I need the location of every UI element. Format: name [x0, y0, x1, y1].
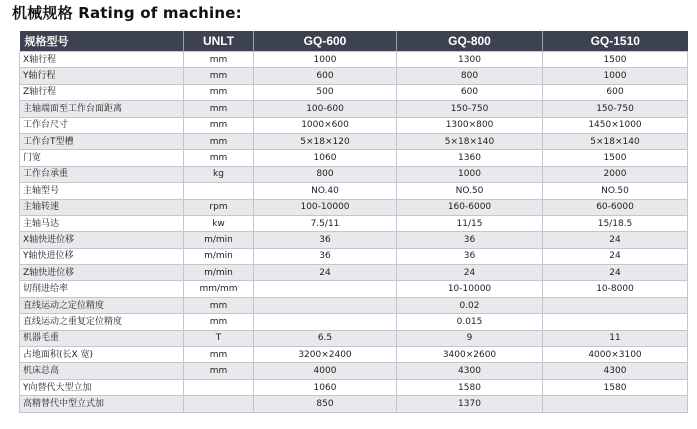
- table-row: [20, 281, 688, 297]
- gq-600-value-cell: 36: [254, 248, 397, 264]
- gq-800-value-cell: 600: [397, 84, 543, 100]
- gq-600-value-cell: 100-600: [254, 101, 397, 117]
- spec-unit-cell: kg: [184, 166, 254, 182]
- spec-name-cell: 机器毛重: [20, 330, 184, 346]
- table-row: [20, 248, 688, 264]
- spec-unit-cell: mm: [184, 363, 254, 379]
- spec-name-cell: 工作台T型槽: [20, 133, 184, 149]
- table-row: [20, 150, 688, 166]
- page-title: 机械规格 Rating of machine:: [12, 4, 242, 22]
- gq-600-value-cell: [254, 297, 397, 313]
- header-unit: UNLT: [184, 31, 254, 52]
- gq-1510-value-cell: 4300: [543, 363, 688, 379]
- spec-unit-cell: mm: [184, 314, 254, 330]
- gq-600-value-cell: 1000×600: [254, 117, 397, 133]
- spec-name-cell: 工作台尺寸: [20, 117, 184, 133]
- spec-table: [19, 31, 688, 413]
- table-row: [20, 330, 688, 346]
- gq-600-value-cell: [254, 281, 397, 297]
- gq-600-value-cell: 4000: [254, 363, 397, 379]
- table-row: [20, 52, 688, 68]
- spec-unit-cell: mm: [184, 68, 254, 84]
- spec-name-cell: Y向替代大型立加: [20, 379, 184, 395]
- gq-800-value-cell: 11/15: [397, 215, 543, 231]
- spec-name-cell: X轴快进位移: [20, 232, 184, 248]
- gq-600-value-cell: 7.5/11: [254, 215, 397, 231]
- spec-name-cell: 切削进给率: [20, 281, 184, 297]
- spec-unit-cell: T: [184, 330, 254, 346]
- gq-800-value-cell: 1370: [397, 396, 543, 412]
- spec-unit-cell: mm: [184, 52, 254, 68]
- header-gq-1510: GQ-1510: [543, 31, 688, 52]
- spec-name-cell: X轴行程: [20, 52, 184, 68]
- spec-name-cell: 门宽: [20, 150, 184, 166]
- gq-1510-value-cell: 11: [543, 330, 688, 346]
- gq-600-value-cell: 36: [254, 232, 397, 248]
- gq-800-value-cell: 3400×2600: [397, 347, 543, 363]
- gq-1510-value-cell: 1500: [543, 52, 688, 68]
- gq-800-value-cell: 1580: [397, 379, 543, 395]
- gq-800-value-cell: 1360: [397, 150, 543, 166]
- spec-unit-cell: m/min: [184, 248, 254, 264]
- table-row: [20, 232, 688, 248]
- gq-1510-value-cell: 24: [543, 265, 688, 281]
- table-row: [20, 347, 688, 363]
- spec-unit-cell: mm: [184, 150, 254, 166]
- header-gq-600: GQ-600: [254, 31, 397, 52]
- table-row: [20, 297, 688, 313]
- gq-800-value-cell: 36: [397, 248, 543, 264]
- gq-800-value-cell: 0.015: [397, 314, 543, 330]
- gq-1510-value-cell: 1450×1000: [543, 117, 688, 133]
- gq-600-value-cell: 800: [254, 166, 397, 182]
- gq-1510-value-cell: 150-750: [543, 101, 688, 117]
- gq-1510-value-cell: [543, 314, 688, 330]
- spec-unit-cell: mm: [184, 297, 254, 313]
- gq-1510-value-cell: 60-6000: [543, 199, 688, 215]
- header-spec-model: 规格型号: [20, 31, 184, 52]
- gq-600-value-cell: 100-10000: [254, 199, 397, 215]
- table-row: [20, 101, 688, 117]
- spec-unit-cell: m/min: [184, 232, 254, 248]
- gq-1510-value-cell: 4000×3100: [543, 347, 688, 363]
- spec-name-cell: Y轴快进位移: [20, 248, 184, 264]
- gq-600-value-cell: [254, 314, 397, 330]
- spec-unit-cell: mm: [184, 84, 254, 100]
- spec-unit-cell: mm: [184, 117, 254, 133]
- spec-name-cell: 主轴端面至工作台面距离: [20, 101, 184, 117]
- gq-600-value-cell: NO.40: [254, 183, 397, 199]
- gq-800-value-cell: 0.02: [397, 297, 543, 313]
- gq-800-value-cell: 9: [397, 330, 543, 346]
- spec-name-cell: 工作台承重: [20, 166, 184, 182]
- header-gq-800: GQ-800: [397, 31, 543, 52]
- table-row: [20, 166, 688, 182]
- gq-1510-value-cell: 600: [543, 84, 688, 100]
- spec-name-cell: 直线运动之定位精度: [20, 297, 184, 313]
- gq-600-value-cell: 1060: [254, 379, 397, 395]
- gq-600-value-cell: 850: [254, 396, 397, 412]
- gq-800-value-cell: 1300×800: [397, 117, 543, 133]
- gq-1510-value-cell: 24: [543, 248, 688, 264]
- gq-1510-value-cell: [543, 396, 688, 412]
- gq-600-value-cell: 500: [254, 84, 397, 100]
- gq-600-value-cell: 1060: [254, 150, 397, 166]
- spec-unit-cell: [184, 379, 254, 395]
- spec-unit-cell: mm: [184, 101, 254, 117]
- gq-600-value-cell: 6.5: [254, 330, 397, 346]
- table-row: [20, 84, 688, 100]
- gq-600-value-cell: 5×18×120: [254, 133, 397, 149]
- gq-800-value-cell: 4300: [397, 363, 543, 379]
- spec-name-cell: Z轴行程: [20, 84, 184, 100]
- spec-name-cell: 主轴转速: [20, 199, 184, 215]
- gq-1510-value-cell: 24: [543, 232, 688, 248]
- gq-800-value-cell: 150-750: [397, 101, 543, 117]
- spec-unit-cell: mm: [184, 347, 254, 363]
- spec-unit-cell: rpm: [184, 199, 254, 215]
- table-row: [20, 183, 688, 199]
- spec-unit-cell: mm/mm: [184, 281, 254, 297]
- gq-800-value-cell: NO.50: [397, 183, 543, 199]
- gq-800-value-cell: 160-6000: [397, 199, 543, 215]
- spec-unit-cell: kw: [184, 215, 254, 231]
- table-row: [20, 363, 688, 379]
- gq-600-value-cell: 1000: [254, 52, 397, 68]
- spec-unit-cell: m/min: [184, 265, 254, 281]
- gq-1510-value-cell: 1580: [543, 379, 688, 395]
- table-row: [20, 68, 688, 84]
- spec-name-cell: 主轴型号: [20, 183, 184, 199]
- gq-1510-value-cell: [543, 297, 688, 313]
- table-row: [20, 265, 688, 281]
- table-row: [20, 133, 688, 149]
- gq-600-value-cell: 600: [254, 68, 397, 84]
- gq-1510-value-cell: 2000: [543, 166, 688, 182]
- gq-1510-value-cell: 1000: [543, 68, 688, 84]
- spec-name-cell: 直线运动之重复定位精度: [20, 314, 184, 330]
- gq-600-value-cell: 24: [254, 265, 397, 281]
- gq-800-value-cell: 5×18×140: [397, 133, 543, 149]
- gq-1510-value-cell: 10-8000: [543, 281, 688, 297]
- spec-unit-cell: [184, 396, 254, 412]
- gq-600-value-cell: 3200×2400: [254, 347, 397, 363]
- table-row: [20, 314, 688, 330]
- table-row: [20, 117, 688, 133]
- gq-1510-value-cell: NO.50: [543, 183, 688, 199]
- table-row: [20, 396, 688, 412]
- spec-name-cell: 高精替代中型立式加: [20, 396, 184, 412]
- gq-1510-value-cell: 15/18.5: [543, 215, 688, 231]
- table-header-row: [20, 31, 688, 52]
- gq-800-value-cell: 10-10000: [397, 281, 543, 297]
- table-row: [20, 199, 688, 215]
- spec-name-cell: Z轴快进位移: [20, 265, 184, 281]
- spec-name-cell: 占地面积(长X 宽): [20, 347, 184, 363]
- gq-800-value-cell: 1000: [397, 166, 543, 182]
- spec-name-cell: Y轴行程: [20, 68, 184, 84]
- table-row: [20, 215, 688, 231]
- gq-800-value-cell: 800: [397, 68, 543, 84]
- gq-1510-value-cell: 5×18×140: [543, 133, 688, 149]
- spec-unit-cell: mm: [184, 133, 254, 149]
- gq-800-value-cell: 36: [397, 232, 543, 248]
- gq-800-value-cell: 1300: [397, 52, 543, 68]
- table-row: [20, 379, 688, 395]
- gq-800-value-cell: 24: [397, 265, 543, 281]
- spec-unit-cell: [184, 183, 254, 199]
- gq-1510-value-cell: 1500: [543, 150, 688, 166]
- spec-name-cell: 机床总高: [20, 363, 184, 379]
- spec-name-cell: 主轴马达: [20, 215, 184, 231]
